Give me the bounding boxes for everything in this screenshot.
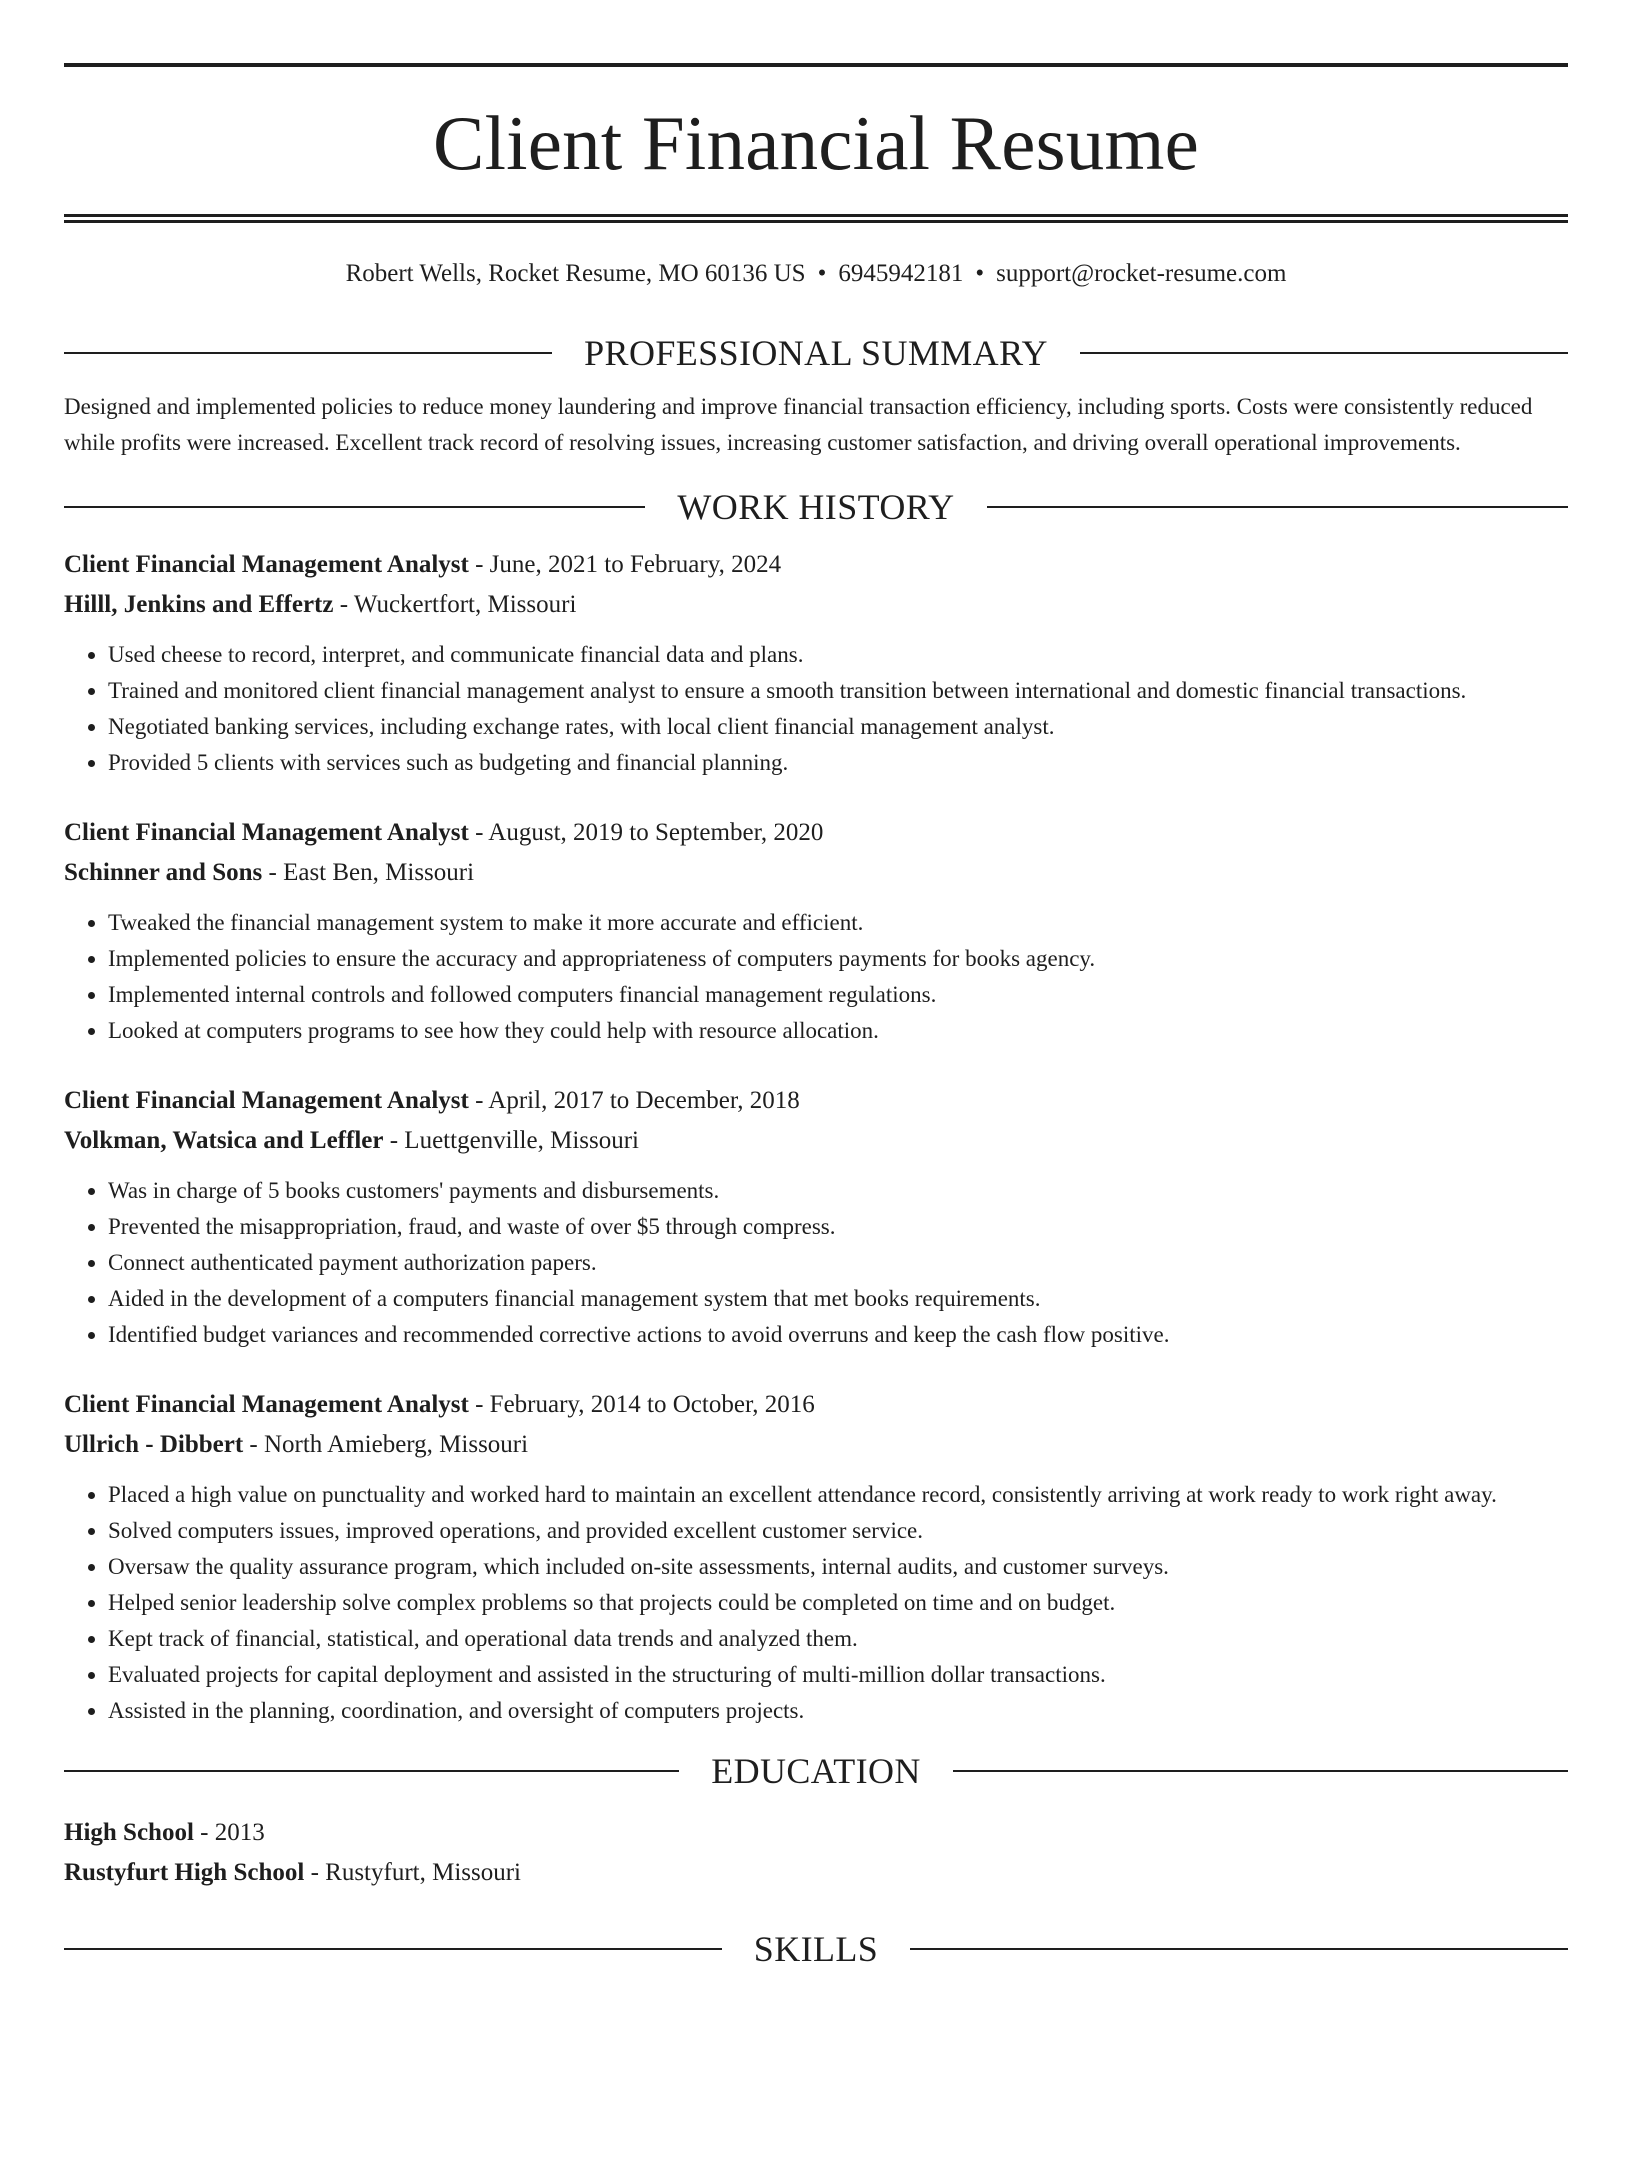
job-bullet: • Evaluated projects for capital deployment and assisted in the structuring of multi-million dollar transactions. <box>108 1657 1568 1693</box>
heading-rule-left <box>64 506 645 508</box>
skills-heading <box>64 1931 1568 1967</box>
job-bullet: • Kept track of financial, statistical, and operational data trends and analyzed them. <box>108 1621 1568 1657</box>
job-bullet: • Looked at computers programs to see how they could help with resource allocation. <box>108 1013 1568 1049</box>
job-company-line <box>64 853 1568 893</box>
job-location: - Wuckertfort, Missouri <box>333 591 577 618</box>
education-year: - 2013 <box>193 1819 265 1846</box>
job-bullets <box>64 905 1568 1049</box>
contact-address: Robert Wells, Rocket Resume, MO 60136 US <box>345 260 806 287</box>
job-bullet: • Implemented policies to ensure the accuracy and appropriateness of computers payments for books agency. <box>108 941 1568 977</box>
job-bullet: • Oversaw the quality assurance program, which included on-site assessments, internal audits, and customer surveys. <box>108 1549 1568 1585</box>
summary-heading-label: PROFESSIONAL SUMMARY <box>584 333 1048 373</box>
education-school: Rustyfurt High School <box>64 1859 305 1886</box>
contact-email: support@rocket-resume.com <box>996 260 1287 287</box>
contact-phone: 6945942181 <box>838 260 964 287</box>
job-dates: - August, 2019 to September, 2020 <box>468 819 824 846</box>
job-bullets <box>64 1477 1568 1729</box>
heading-rule-right <box>910 1948 1568 1950</box>
contact-separator: • <box>975 260 985 287</box>
job-company-line <box>64 1121 1568 1161</box>
job-bullet: • Trained and monitored client financial management analyst to ensure a smooth transition between international and domestic financial transactions. <box>108 673 1568 709</box>
job-bullet: • Implemented internal controls and followed computers financial management regulations. <box>108 977 1568 1013</box>
job-title-line <box>64 545 1568 585</box>
job-title-line <box>64 1385 1568 1425</box>
job-entry <box>64 813 1568 1049</box>
job-bullet: • Aided in the development of a computers financial management system that met books requirements. <box>108 1281 1568 1317</box>
summary-text: Designed and implemented policies to reduce money laundering and improve financial transaction efficiency, including sports. Costs were consistently reduced while profits were increased. Excellent track record of resolving issues, increasing customer satisfaction, and driving overall operational improvements. <box>64 394 1533 455</box>
job-title: Client Financial Management Analyst <box>64 1391 469 1418</box>
job-entry <box>64 1081 1568 1353</box>
job-bullet: • Was in charge of 5 books customers' payments and disbursements. <box>108 1173 1568 1209</box>
summary-heading <box>64 335 1568 371</box>
heading-rule-right <box>953 1770 1568 1772</box>
job-title: Client Financial Management Analyst <box>64 551 469 578</box>
job-location: - North Amieberg, Missouri <box>243 1431 529 1458</box>
contact-line <box>64 259 1568 289</box>
job-company-line <box>64 1425 1568 1465</box>
heading-rule-left <box>64 352 552 354</box>
education-entry <box>64 1813 1568 1893</box>
title-double-rule <box>64 214 1568 223</box>
job-bullet: • Used cheese to record, interpret, and communicate financial data and plans. <box>108 637 1568 673</box>
job-entry <box>64 545 1568 781</box>
education-school-line <box>64 1853 1568 1893</box>
job-location: - East Ben, Missouri <box>262 859 475 886</box>
heading-rule-left <box>64 1948 722 1950</box>
job-company: Hilll, Jenkins and Effertz <box>64 591 334 618</box>
work-history-heading-label: WORK HISTORY <box>677 487 955 527</box>
job-dates: - April, 2017 to December, 2018 <box>468 1087 800 1114</box>
education-degree-line <box>64 1813 1568 1853</box>
job-title: Client Financial Management Analyst <box>64 819 469 846</box>
job-bullet: • Connect authenticated payment authorization papers. <box>108 1245 1568 1281</box>
job-bullets <box>64 1173 1568 1353</box>
job-bullet: • Negotiated banking services, including exchange rates, with local client financial management analyst. <box>108 709 1568 745</box>
job-bullet: • Assisted in the planning, coordination, and oversight of computers projects. <box>108 1693 1568 1729</box>
job-dates: - June, 2021 to February, 2024 <box>468 551 782 578</box>
job-bullet: • Helped senior leadership solve complex problems so that projects could be completed on time and on budget. <box>108 1585 1568 1621</box>
job-title: Client Financial Management Analyst <box>64 1087 469 1114</box>
heading-rule-right <box>987 506 1568 508</box>
job-bullet: • Solved computers issues, improved operations, and provided excellent customer service. <box>108 1513 1568 1549</box>
job-company: Ullrich - Dibbert <box>64 1431 244 1458</box>
job-company-line <box>64 585 1568 625</box>
job-location: - Luettgenville, Missouri <box>383 1127 640 1154</box>
work-history-heading <box>64 489 1568 525</box>
resume-title: Client Financial Resume <box>433 100 1199 186</box>
job-bullets <box>64 637 1568 781</box>
heading-rule-right <box>1080 352 1568 354</box>
skills-heading-label: SKILLS <box>753 1929 879 1969</box>
education-location: - Rustyfurt, Missouri <box>304 1859 521 1886</box>
job-bullet: • Prevented the misappropriation, fraud, and waste of over $5 through compress. <box>108 1209 1568 1245</box>
education-heading <box>64 1753 1568 1789</box>
job-company: Volkman, Watsica and Leffler <box>64 1127 384 1154</box>
education-heading-label: EDUCATION <box>711 1751 921 1791</box>
education-degree: High School <box>64 1819 194 1846</box>
job-dates: - February, 2014 to October, 2016 <box>468 1391 815 1418</box>
heading-rule-left <box>64 1770 679 1772</box>
job-bullet: • Tweaked the financial management system to make it more accurate and efficient. <box>108 905 1568 941</box>
resume-page <box>64 63 1568 1967</box>
top-rule <box>64 63 1568 67</box>
job-bullet: • Placed a high value on punctuality and worked hard to maintain an excellent attendance record, consistently arriving at work ready to work right away. <box>108 1477 1568 1513</box>
job-company: Schinner and Sons <box>64 859 263 886</box>
job-bullet: • Identified budget variances and recommended corrective actions to avoid overruns and keep the cash flow positive. <box>108 1317 1568 1353</box>
contact-separator: • <box>817 260 827 287</box>
job-entry <box>64 1385 1568 1729</box>
job-title-line <box>64 813 1568 853</box>
job-title-line <box>64 1081 1568 1121</box>
job-bullet: • Provided 5 clients with services such as budgeting and financial planning. <box>108 745 1568 781</box>
